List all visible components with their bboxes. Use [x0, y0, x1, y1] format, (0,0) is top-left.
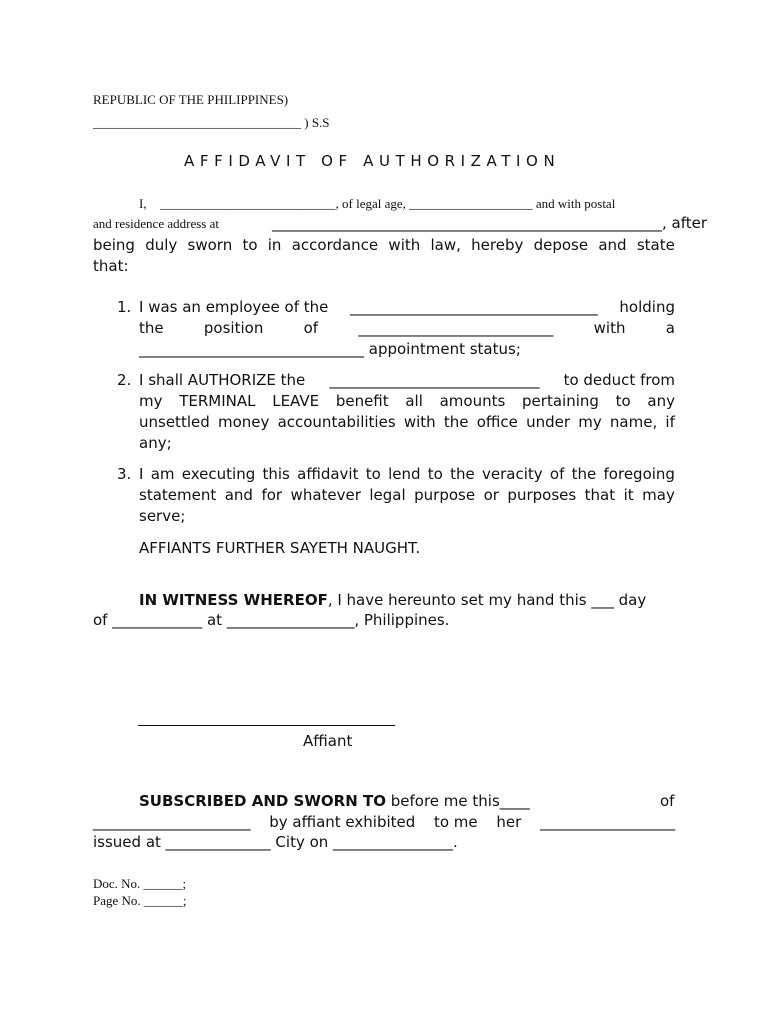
- jurat-line-3: issued at ______________ City on ________________.: [93, 833, 458, 851]
- item-1-line-3: ______________________________ appointment status;: [139, 340, 521, 358]
- item-3-line-2: statement and for whatever legal purpose or purposes that it may: [139, 486, 675, 504]
- item-3-number: 3.: [117, 465, 132, 483]
- item-1-number: 1.: [117, 298, 132, 316]
- witness-line-1: [139, 591, 646, 609]
- item-1-line-2: the position of __________________________ with a: [139, 319, 675, 337]
- item-2-line-3: unsettled money accountabilities with the office under my name, if: [139, 413, 675, 431]
- sayeth-naught: AFFIANTS FURTHER SAYETH NAUGHT.: [139, 539, 421, 557]
- item-2-line-4: any;: [139, 434, 172, 452]
- affiant-signature-line: [138, 725, 395, 726]
- item-1-line-1: I was an employee of the _________________________________ holding: [139, 298, 675, 316]
- page-no: Page No. ______;: [93, 893, 187, 908]
- witness-bold: IN WITNESS WHEREOF: [139, 591, 328, 609]
- jurat-bold: SUBSCRIBED AND SWORN TO: [139, 792, 386, 810]
- intro-line-2: ____________________________________________________, after: [272, 214, 708, 232]
- jurat-rest: before me this____: [385, 792, 530, 810]
- republic-heading: REPUBLIC OF THE PHILIPPINES): [93, 92, 289, 107]
- doc-no: Doc. No. ______;: [93, 876, 187, 891]
- intro-line-2-lead: and residence address at: [93, 216, 219, 231]
- item-2-line-2: my TERMINAL LEAVE benefit all amounts pertaining to any: [139, 392, 675, 410]
- intro-line-1-lead: I,: [139, 196, 147, 211]
- item-3-line-1: I am executing this affidavit to lend to the veracity of the foregoing: [139, 465, 675, 483]
- witness-line-2: of ____________ at _________________, Philippines.: [93, 611, 450, 629]
- venue-line: ________________________________ ) S.S: [93, 115, 330, 130]
- document-title: AFFIDAVIT OF AUTHORIZATION: [184, 152, 561, 170]
- witness-rest: , I have hereunto set my hand this ___ day: [327, 591, 647, 609]
- intro-line-3: being duly sworn to in accordance with law, hereby depose and state: [93, 236, 675, 254]
- item-3-line-3: serve;: [139, 507, 186, 525]
- item-2-line-1: I shall AUTHORIZE the ____________________________ to deduct from: [139, 371, 675, 389]
- intro-line-4: that:: [93, 257, 129, 275]
- affiant-label: Affiant: [303, 732, 353, 750]
- item-2-number: 2.: [117, 371, 132, 389]
- intro-line-1: ___________________________, of legal age, ___________________ and with postal: [160, 196, 616, 211]
- jurat-of: of: [660, 792, 675, 810]
- jurat-line-2: _____________________ by affiant exhibited to me her __________________: [93, 813, 675, 831]
- jurat-line-1: [139, 792, 530, 810]
